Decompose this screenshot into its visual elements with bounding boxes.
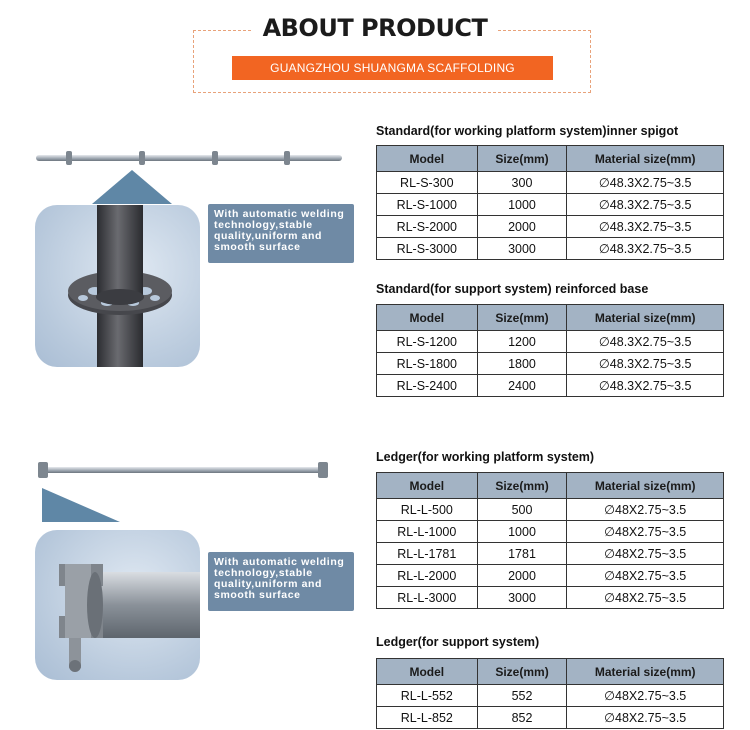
- material-cell: ∅48X2.75~3.5: [567, 521, 724, 543]
- model-cell: RL-S-300: [377, 172, 478, 194]
- model-cell: RL-S-1200: [377, 331, 478, 353]
- model-cell: RL-L-1781: [377, 543, 478, 565]
- column-header: Material size(mm): [567, 659, 724, 685]
- column-header: Material size(mm): [567, 305, 724, 331]
- material-cell: ∅48.3X2.75~3.5: [567, 375, 724, 397]
- model-cell: RL-S-2400: [377, 375, 478, 397]
- size-cell: 1800: [477, 353, 567, 375]
- column-header: Material size(mm): [567, 473, 724, 499]
- table-row: [377, 543, 724, 565]
- table-header-row: [377, 305, 724, 331]
- model-cell: RL-L-1000: [377, 521, 478, 543]
- feature-caption: With automatic welding technology,stable quality,uniform and smooth surface: [208, 552, 354, 611]
- feature-caption: With automatic welding technology,stable quality,uniform and smooth surface: [208, 204, 354, 263]
- spec-table: [376, 145, 724, 260]
- page-title: ABOUT PRODUCT: [0, 14, 750, 42]
- table-row: [377, 499, 724, 521]
- model-cell: RL-L-852: [377, 707, 478, 729]
- material-cell: ∅48X2.75~3.5: [567, 499, 724, 521]
- size-cell: 3000: [477, 238, 567, 260]
- table-title: Ledger(for working platform system): [376, 450, 595, 464]
- size-cell: 2400: [477, 375, 567, 397]
- table-row: [377, 707, 724, 729]
- pointer-triangle: [42, 488, 120, 522]
- table-header-row: [377, 659, 724, 685]
- table-row: [377, 375, 724, 397]
- column-header: Model: [377, 305, 478, 331]
- size-cell: 1200: [477, 331, 567, 353]
- spec-table: [376, 658, 724, 729]
- model-cell: RL-L-2000: [377, 565, 478, 587]
- column-header: Size(mm): [477, 146, 567, 172]
- size-cell: 300: [477, 172, 567, 194]
- table-header-row: [377, 146, 724, 172]
- model-cell: RL-L-500: [377, 499, 478, 521]
- size-cell: 2000: [477, 565, 567, 587]
- table-row: [377, 238, 724, 260]
- rosette-closeup-photo: [35, 205, 200, 367]
- table-row: [377, 685, 724, 707]
- column-header: Size(mm): [477, 659, 567, 685]
- table-row: [377, 172, 724, 194]
- ledger-head-closeup-photo: [35, 530, 200, 680]
- spec-table: [376, 472, 724, 609]
- material-cell: ∅48.3X2.75~3.5: [567, 194, 724, 216]
- table-title: Standard(for working platform system)inner spigot: [376, 124, 679, 138]
- model-cell: RL-L-552: [377, 685, 478, 707]
- size-cell: 552: [477, 685, 567, 707]
- material-cell: ∅48X2.75~3.5: [567, 565, 724, 587]
- material-cell: ∅48X2.75~3.5: [567, 587, 724, 609]
- material-cell: ∅48.3X2.75~3.5: [567, 216, 724, 238]
- size-cell: 500: [477, 499, 567, 521]
- table-row: [377, 521, 724, 543]
- table-header-row: [377, 473, 724, 499]
- company-banner: GUANGZHOU SHUANGMA SCAFFOLDING: [232, 56, 553, 80]
- model-cell: RL-L-3000: [377, 587, 478, 609]
- table-row: [377, 565, 724, 587]
- size-cell: 852: [477, 707, 567, 729]
- column-header: Model: [377, 473, 478, 499]
- column-header: Size(mm): [477, 473, 567, 499]
- material-cell: ∅48X2.75~3.5: [567, 707, 724, 729]
- material-cell: ∅48.3X2.75~3.5: [567, 172, 724, 194]
- table-row: [377, 587, 724, 609]
- table-title: Standard(for support system) reinforced base: [376, 282, 649, 296]
- spec-table: [376, 304, 724, 397]
- material-cell: ∅48.3X2.75~3.5: [567, 238, 724, 260]
- material-cell: ∅48.3X2.75~3.5: [567, 331, 724, 353]
- table-row: [377, 331, 724, 353]
- table-row: [377, 216, 724, 238]
- material-cell: ∅48X2.75~3.5: [567, 685, 724, 707]
- column-header: Material size(mm): [567, 146, 724, 172]
- column-header: Model: [377, 659, 478, 685]
- size-cell: 2000: [477, 216, 567, 238]
- size-cell: 1781: [477, 543, 567, 565]
- table-title: Ledger(for support system): [376, 635, 540, 649]
- size-cell: 1000: [477, 194, 567, 216]
- model-cell: RL-S-2000: [377, 216, 478, 238]
- column-header: Size(mm): [477, 305, 567, 331]
- pointer-triangle: [92, 170, 172, 204]
- table-row: [377, 353, 724, 375]
- table-row: [377, 194, 724, 216]
- material-cell: ∅48X2.75~3.5: [567, 543, 724, 565]
- model-cell: RL-S-1800: [377, 353, 478, 375]
- material-cell: ∅48.3X2.75~3.5: [567, 353, 724, 375]
- size-cell: 1000: [477, 521, 567, 543]
- column-header: Model: [377, 146, 478, 172]
- size-cell: 3000: [477, 587, 567, 609]
- model-cell: RL-S-1000: [377, 194, 478, 216]
- model-cell: RL-S-3000: [377, 238, 478, 260]
